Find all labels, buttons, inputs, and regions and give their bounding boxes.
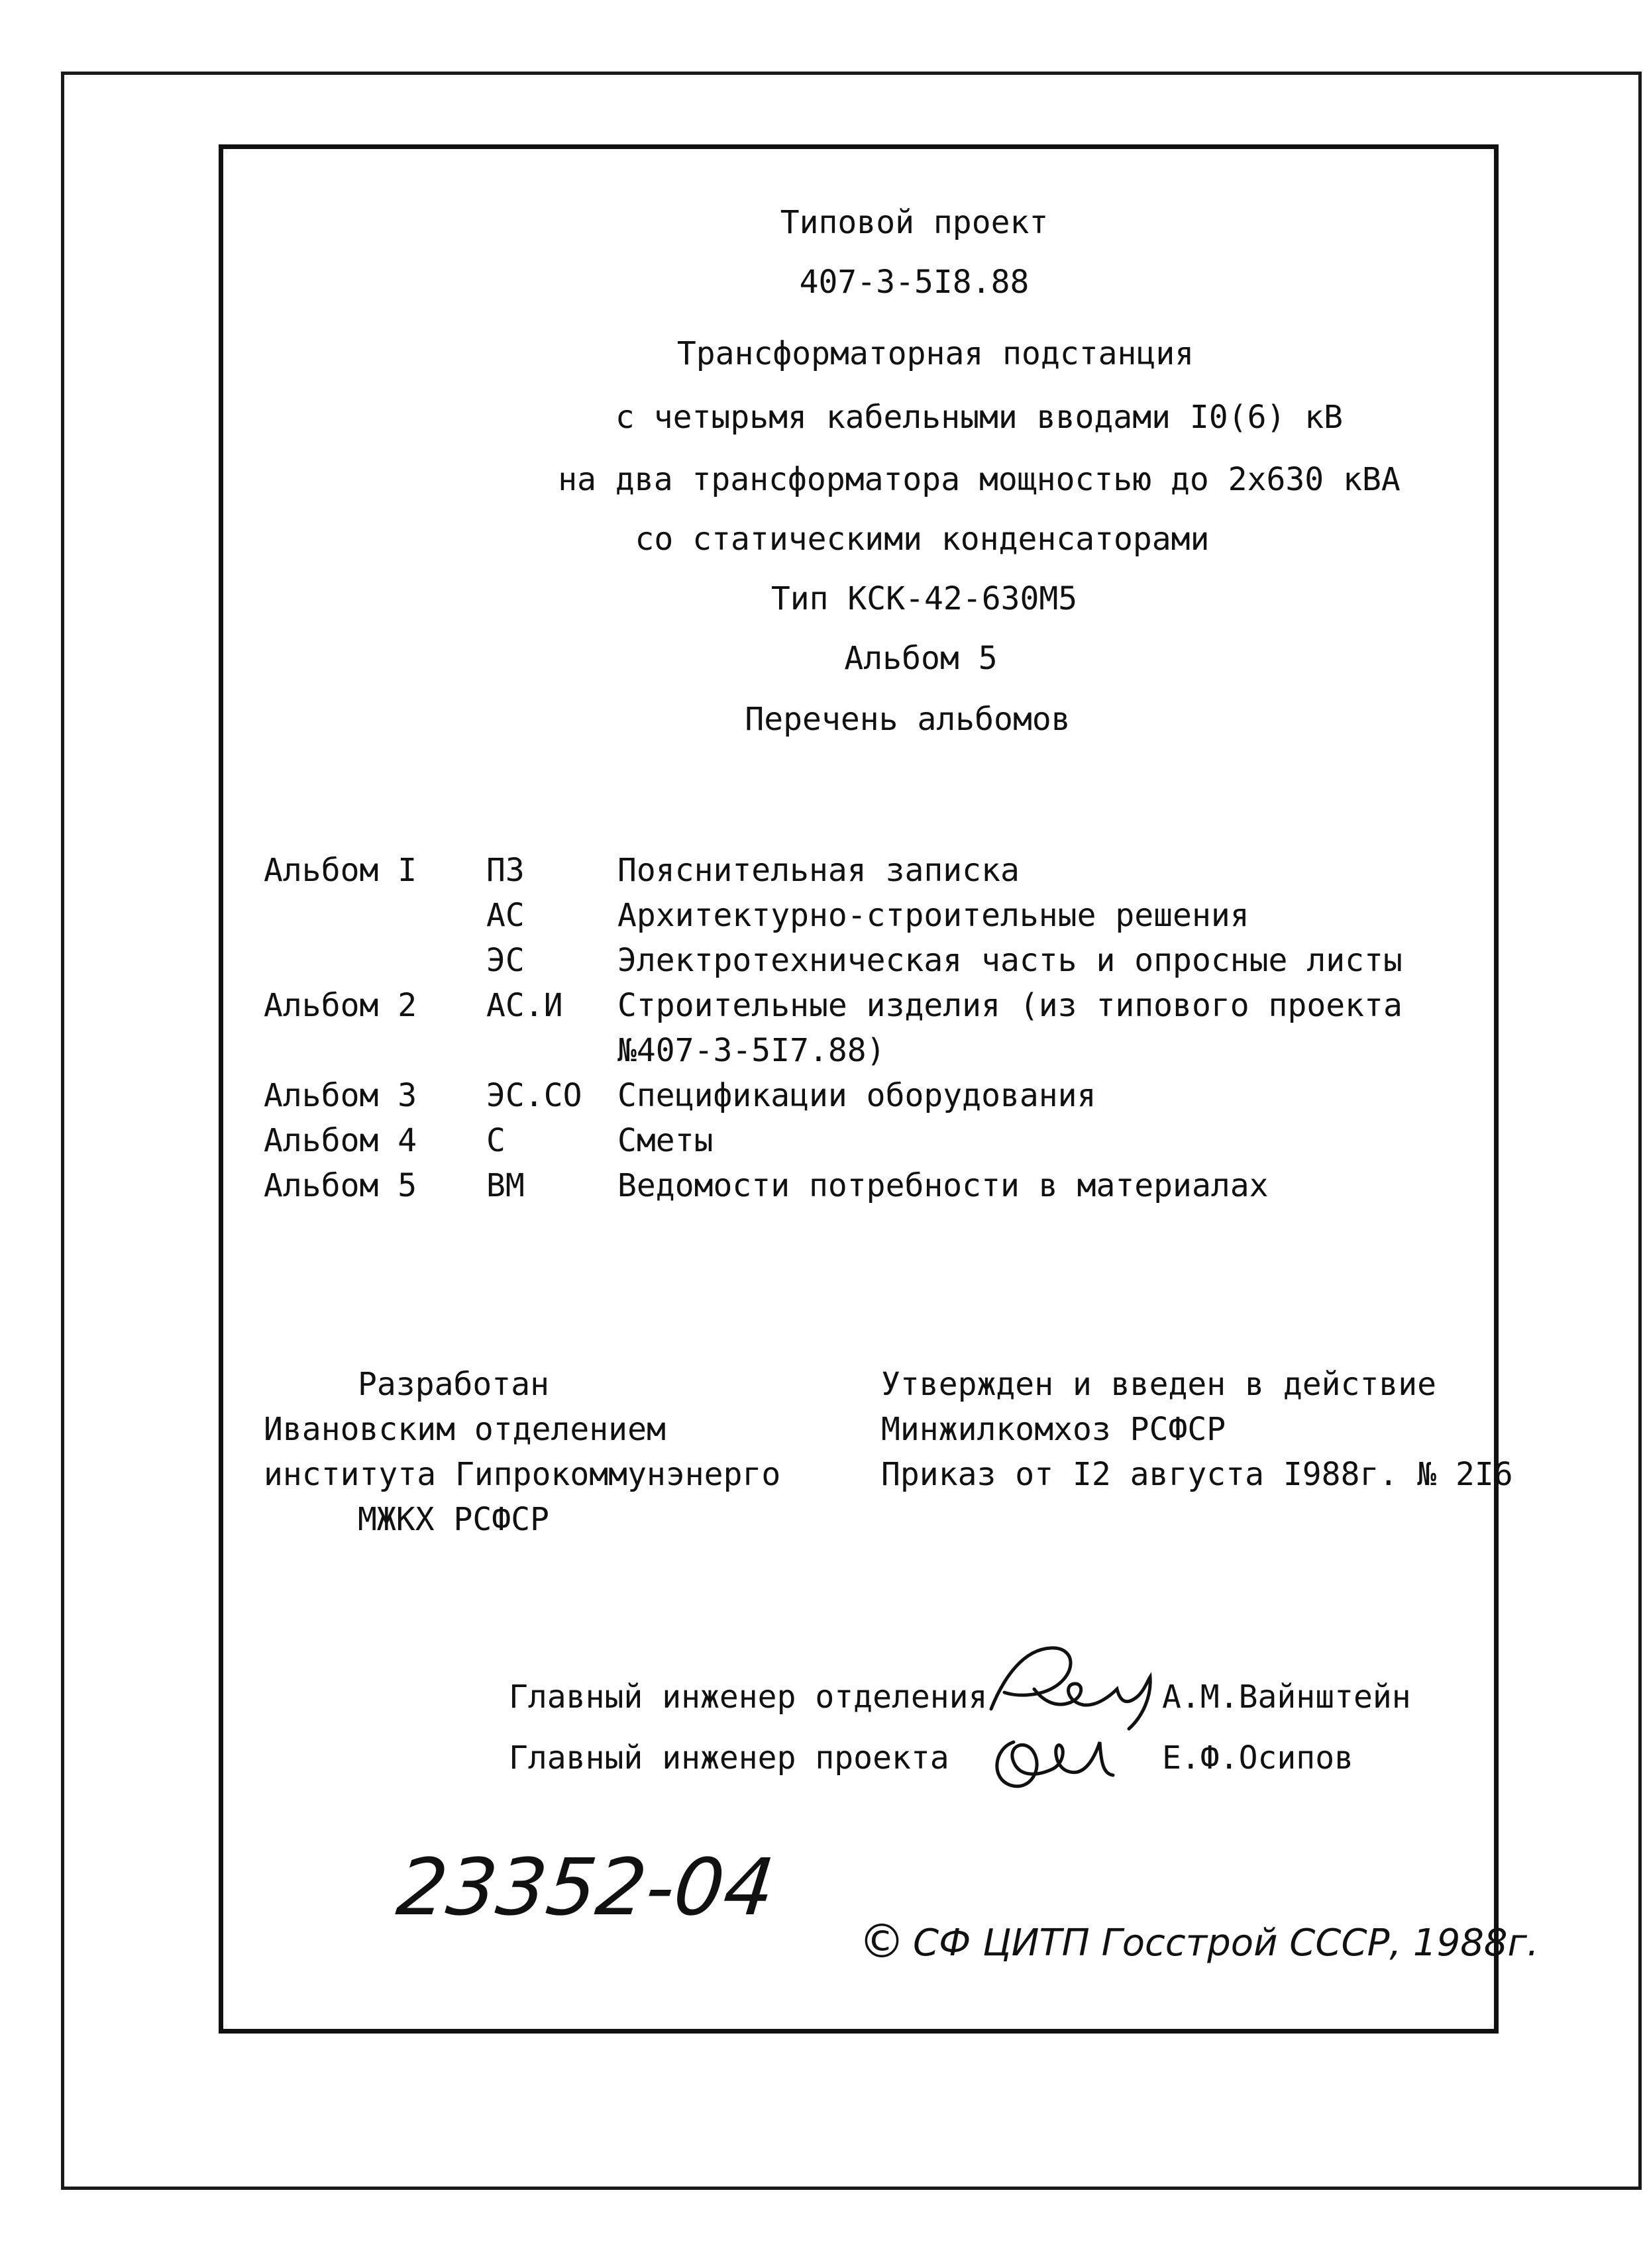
album-title: Строительные изделия (из типового проекта xyxy=(617,987,1403,1024)
album-name: Альбом 4 xyxy=(264,1122,417,1159)
signature-mark xyxy=(987,1722,1120,1795)
developer-line: Разработан xyxy=(358,1366,549,1403)
title-line-5: Тип КСК-42-630М5 xyxy=(770,580,1078,617)
project-type: Типовой проект xyxy=(780,204,1049,241)
album-name: Альбом 3 xyxy=(264,1077,417,1114)
album-code: ЭС.СО xyxy=(486,1077,582,1114)
album-title-continued: №407-3-5I7.88) xyxy=(617,1032,886,1069)
document-number: 23352-04 xyxy=(392,1841,779,1933)
album-title: Ведомости потребности в материалах xyxy=(617,1167,1269,1204)
title-line-3: на два трансформатора мощностью до 2х630 кВА xyxy=(558,461,1401,498)
album-code: АС.И xyxy=(486,987,563,1024)
approval-line: Утвержден и введен в действие xyxy=(881,1366,1437,1403)
album-title: Сметы xyxy=(617,1122,714,1159)
album-title: Пояснительная записка xyxy=(617,852,1020,889)
list-title: Перечень альбомов xyxy=(745,701,1071,738)
album-code: ЭС xyxy=(486,942,525,979)
approval-line: Минжилкомхоз РСФСР xyxy=(881,1411,1226,1448)
developer-line: МЖКХ РСФСР xyxy=(358,1501,549,1538)
approval-line: Приказ от I2 августа I988г. № 2I6 xyxy=(881,1456,1513,1493)
album-code: ПЗ xyxy=(486,852,525,889)
developer-line: Ивановским отделением xyxy=(264,1411,666,1448)
copyright-text: СФ ЦИТП Госстрой СССР, 1988г. xyxy=(913,1922,1539,1965)
album-code: С xyxy=(486,1122,505,1159)
album-title: Электротехническая часть и опросные листы xyxy=(617,942,1403,979)
album-title: Спецификации оборудования xyxy=(617,1077,1096,1114)
album-code: ВМ xyxy=(486,1167,525,1204)
album-code: АС xyxy=(486,897,525,934)
signature-name: А.М.Вайнштейн xyxy=(1162,1678,1411,1716)
copyright-symbol: © xyxy=(859,1914,905,1969)
album-title: Архитектурно-строительные решения xyxy=(617,897,1249,934)
title-line-1: Трансформаторная подстанция xyxy=(676,335,1194,372)
title-line-2: с четырьмя кабельными вводами I0(6) кВ xyxy=(615,399,1344,436)
album-name: Альбом 5 xyxy=(264,1167,417,1204)
developer-line: института Гипрокоммунэнерго xyxy=(264,1456,781,1493)
album-name: Альбом I xyxy=(264,852,417,889)
signature-role: Главный инженер отделения xyxy=(509,1678,988,1716)
signature-role: Главный инженер проекта xyxy=(509,1739,949,1777)
album-label: Альбом 5 xyxy=(844,640,998,677)
album-name: Альбом 2 xyxy=(264,987,417,1024)
signature-mark xyxy=(978,1636,1163,1735)
title-line-4: со статическими конденсаторами xyxy=(635,521,1210,558)
signature-name: Е.Ф.Осипов xyxy=(1162,1739,1353,1777)
project-number: 407-3-5I8.88 xyxy=(799,264,1030,301)
